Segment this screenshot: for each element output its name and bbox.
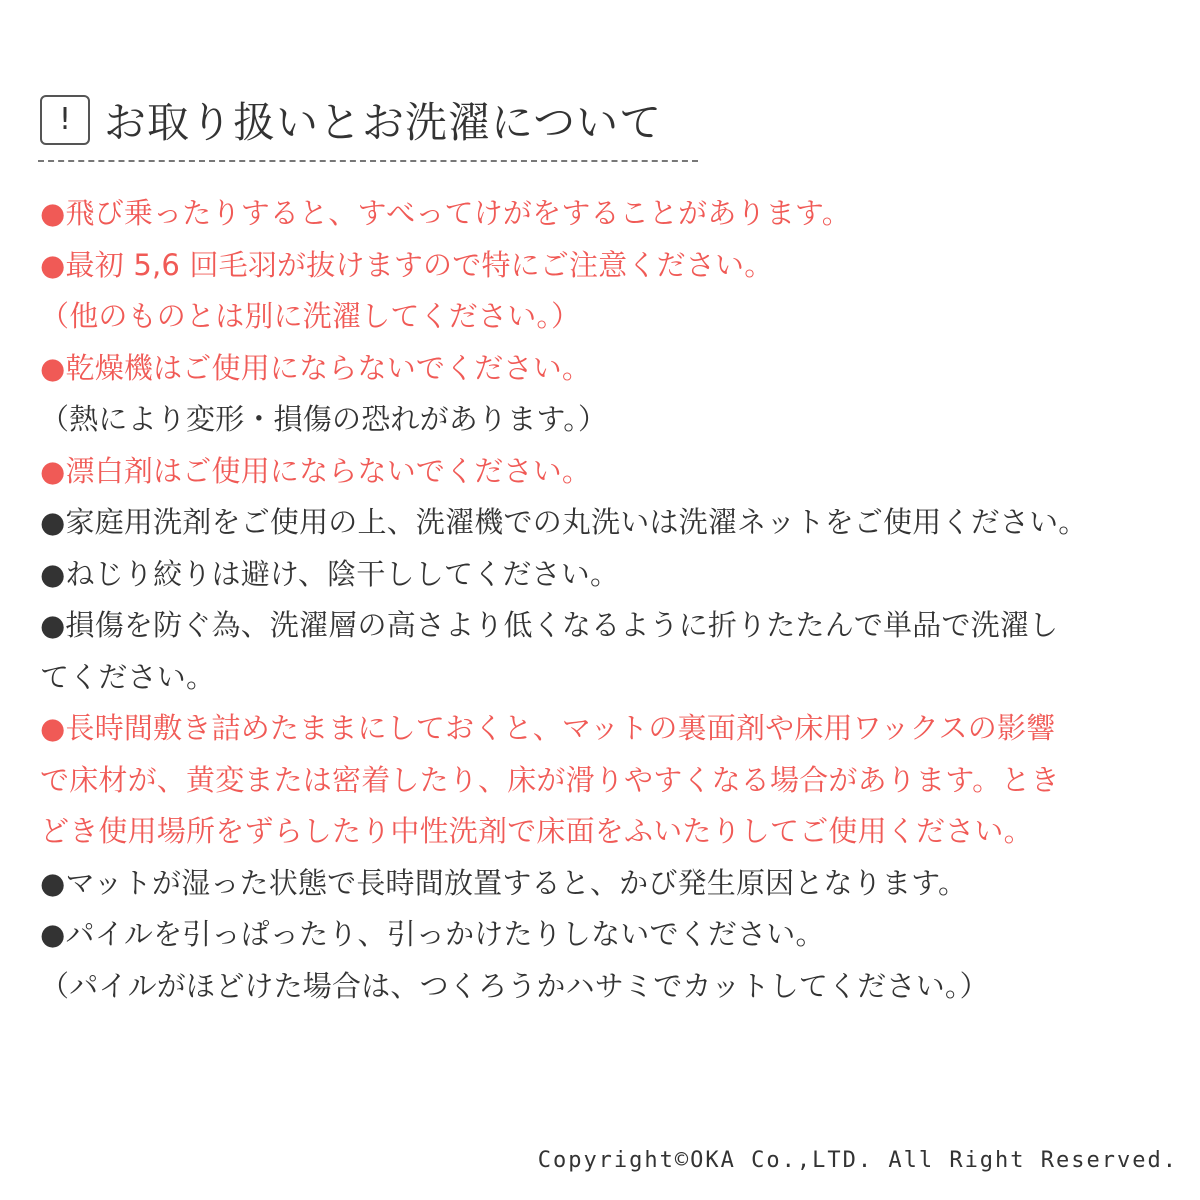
instruction-line: ●漂白剤はご使用にならないでください。	[40, 453, 592, 488]
instruction-line: ●マットが湿った状態で長時間放置すると、かび発生原因となります。	[40, 865, 968, 900]
instruction-line: どき使用場所をずらしたり中性洗剤で床面をふいたりしてご使用ください。	[40, 814, 1033, 848]
copyright-notice: Copyright©OKA Co.,LTD. All Right Reserved.	[537, 1148, 1178, 1173]
instruction-line: （他のものとは別に洗濯してください。）	[40, 299, 581, 333]
instruction-line: （熱により変形・損傷の恐れがあります。）	[40, 402, 608, 436]
instruction-line: ●損傷を防ぐ為、洗濯層の高さより低くなるように折りたたんで単品で洗濯し	[40, 608, 1059, 642]
exclamation-icon: !	[40, 95, 90, 145]
instruction-line: ●最初 5,6 回毛羽が抜けますので特にご注意ください。	[40, 247, 774, 282]
instruction-line: てください。	[40, 659, 216, 694]
instruction-line: ●飛び乗ったりすると、すべってけがをすることがあります。	[40, 196, 852, 230]
dashed-divider	[38, 160, 698, 162]
section-header	[40, 90, 662, 150]
instruction-line: ●乾燥機はご使用にならないでください。	[40, 350, 592, 385]
section-title: お取り扱いとお洗濯について	[104, 98, 663, 147]
instruction-line: ●ねじり絞りは避け、陰干ししてください。	[40, 556, 620, 591]
instruction-line: ●家庭用洗剤をご使用の上、洗濯機での丸洗いは洗濯ネットをご使用ください。	[40, 505, 1088, 539]
instruction-line: で床材が、黄変または密着したり、床が滑りやすくなる場合があります。とき	[40, 762, 1060, 797]
care-instructions-list	[40, 188, 1180, 1012]
instruction-line: （パイルがほどけた場合は、つくろうかハサミでカットしてください。）	[40, 968, 989, 1003]
instruction-line: ●長時間敷き詰めたままにしておくと、マットの裏面剤や床用ワックスの影響	[40, 711, 1056, 745]
instruction-line: ●パイルを引っぱったり、引っかけたりしないでください。	[40, 917, 825, 951]
